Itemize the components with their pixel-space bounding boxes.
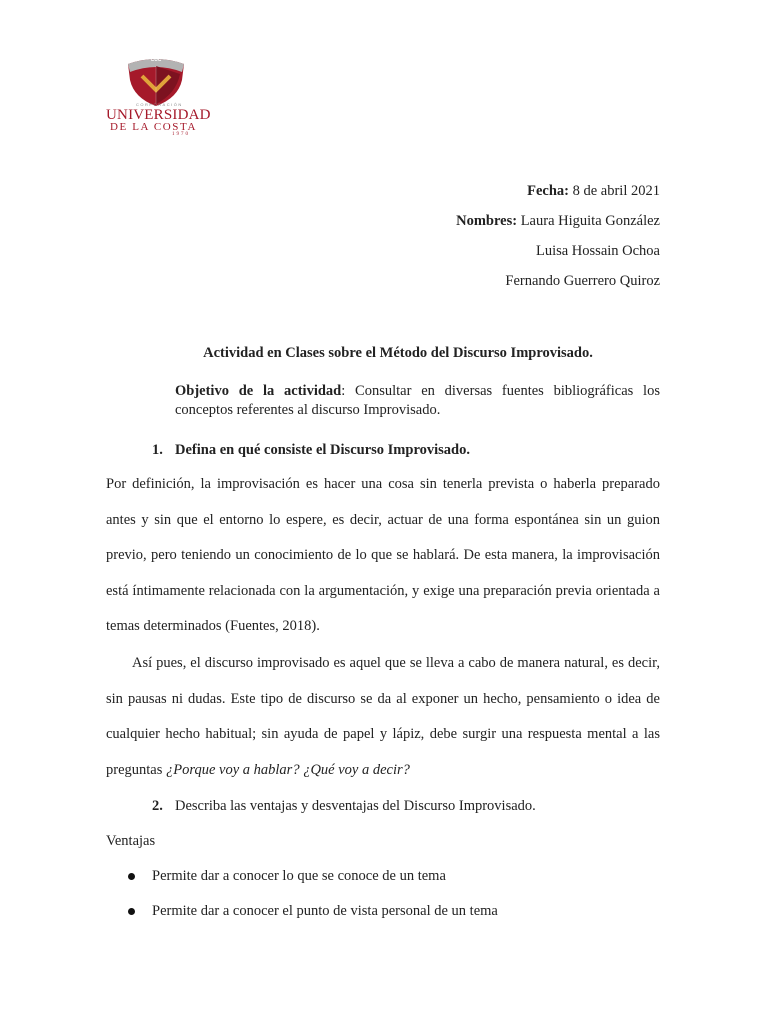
nombres-label: Nombres: [456, 213, 518, 229]
logo-name-line1: UNIVERSIDAD [106, 107, 211, 123]
paragraph-2-text: Así pues, el discurso improvisado es aquel que se lleva a cabo de manera natural, es decir, sin pausas ni dudas. Este tipo de discurso se da al exponer un hecho, pensamiento o idea de cualquier hecho habitual; sin ayuda de papel y lápiz, debe surgir una respuesta mental a las preguntas [106, 655, 660, 778]
ventajas-list [128, 868, 498, 938]
question-1-number: 1. [152, 442, 163, 458]
objective-label: Objetivo de la actividad [175, 383, 342, 399]
bullet-icon [128, 908, 135, 915]
document-title: Actividad en Clases sobre el Método del Discurso Improvisado. [203, 345, 593, 361]
header-info [456, 176, 660, 296]
question-1-text: Defina en qué consiste el Discurso Improvisado. [175, 442, 470, 458]
fecha-label: Fecha: [527, 183, 569, 199]
logo-tiny-text: CORPORACIÓN [136, 102, 183, 107]
question-2 [152, 798, 536, 815]
list-item-text: Permite dar a conocer lo que se conoce de un tema [152, 868, 446, 884]
logo-name-line2: DE LA COSTA [110, 121, 197, 133]
logo-badge-text: CUC [150, 57, 162, 63]
question-2-number: 2. [152, 798, 163, 814]
paragraph-1: Por definición, la improvisación es hacer una cosa sin tenerla prevista o haberla preparado antes y sin que el entorno lo espere, es decir, actuar de una forma espontánea sin un guion previo, pero teniendo un conocimiento de lo que se hablará. De esta manera, la improvisación está íntimamente relacionada con la argumentación, y exige una preparación previa orientada a temas determinados (Fuentes, 2018). [106, 476, 660, 634]
question-2-text: Describa las ventajas y desventajas del Discurso Improvisado. [175, 798, 536, 814]
paragraph-2-italic: ¿Porque voy a hablar? ¿Qué voy a decir? [166, 761, 410, 778]
nombre-2: Luisa Hossain Ochoa [535, 243, 660, 259]
question-1 [152, 442, 470, 459]
nombre-3: Fernando Guerrero Quiroz [505, 273, 660, 289]
fecha-value: 8 de abril 2021 [568, 183, 660, 199]
logo-year: 1970 [172, 132, 190, 137]
nombres-line [456, 206, 660, 236]
ventajas-label: Ventajas [106, 833, 156, 849]
bullet-icon [128, 873, 135, 880]
university-logo [106, 50, 211, 140]
list-item [128, 903, 498, 938]
list-item-text: Permite dar a conocer el punto de vista personal de un tema [152, 903, 498, 919]
paragraph-2 [106, 646, 660, 788]
objective-text: : Consultar en diversas fuentes bibliográficas los conceptos referentes al discurso Improvisado. [175, 383, 660, 418]
fecha-line [456, 176, 660, 206]
shield-emblem-icon [106, 50, 206, 108]
objective [175, 382, 660, 420]
nombre-1: Laura Higuita González [517, 213, 660, 229]
list-item [128, 868, 498, 903]
